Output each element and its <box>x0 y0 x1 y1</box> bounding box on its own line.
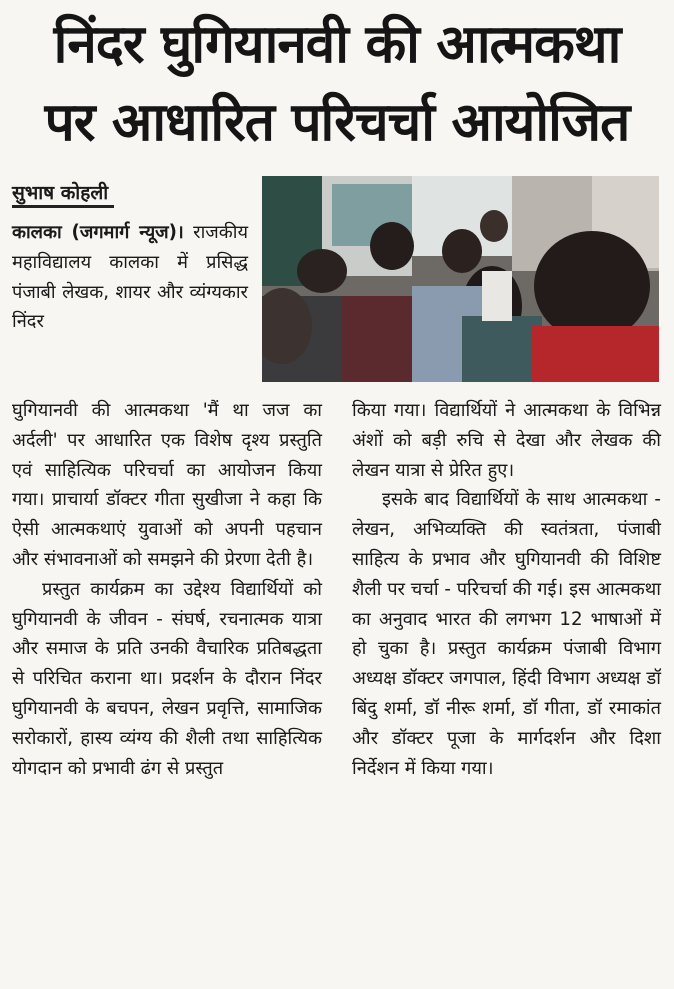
article-paragraph-2: प्रस्तुत कार्यक्रम का उद्देश्य विद्यार्थियों को घुगियानवी के जीवन - संघर्ष, रचनात्मक यात्रा और समाज के प्रति उनकी वैचारिक प्रतिबद्धता से परिचित कराना था। प्रदर्शन के दौरान निंदर घुगियानवी के बचपन, लेखन प्रवृत्ति, सामाजिक सरोकारों, हास्य व्यंग्य की शैली तथा साहित्यिक योगदान को प्रभावी ढंग से प्रस्तुत <box>12 578 322 779</box>
classroom-photo-icon <box>262 176 659 382</box>
article-paragraph-3: किया गया। विद्यार्थियों ने आत्मकथा के विभिन्न अंशों को बड़ी रुचि से देखा और लेखक की लेखन यात्रा से प्रेरित हुए। <box>352 400 661 481</box>
article-column-1-top <box>12 218 248 337</box>
article-paragraph-4: इसके बाद विद्यार्थियों के साथ आत्मकथा - लेखन, अभिव्यक्ति की स्वतंत्रता, पंजाबी साहित्य के प्रभाव और घुगियानवी की विशिष्ट शैली पर चर्चा - परिचर्चा की गई। इस आत्मकथा का अनुवाद भारत की लगभग 12 भाषाओं में हो चुका है। प्रस्तुत कार्यक्रम पंजाबी विभाग अध्यक्ष डॉक्टर जगपाल, हिंदी विभाग अध्यक्ष डॉ बिंदु शर्मा, डॉ नीरू शर्मा, डॉ गीता, डॉ रमाकांत और डॉक्टर पूजा के मार्गदर्शन और दिशा निर्देशन में किया गया। <box>352 489 661 779</box>
headline-line-1: निंदर घुगियानवी की आत्मकथा <box>53 14 621 75</box>
article-column-1 <box>12 396 322 783</box>
headline <box>0 6 674 162</box>
article-paragraph-1: घुगियानवी की आत्मकथा 'मैं था जज का अर्दली' पर आधारित एक विशेष दृश्य प्रस्तुति एवं साहित्यिक परिचर्चा का आयोजन किया गया। प्राचार्या डॉक्टर गीता सुखीजा ने कहा कि ऐसी आत्मकथाएं युवाओं को अपनी पहचान और संभावनाओं को समझने की प्रेरणा देती है। <box>12 400 322 570</box>
headline-line-2: पर आधारित परिचर्चा आयोजित <box>44 92 630 153</box>
dateline: कालका (जगमार्ग न्यूज)। <box>12 222 184 243</box>
classroom-photo <box>262 176 659 382</box>
article-text-intro: राजकीय महाविद्यालय कालका में प्रसिद्ध पंजाबी लेखक, शायर और व्यंग्यकार निंदर <box>12 222 248 333</box>
byline: सुभाष कोहली <box>12 181 114 208</box>
article-column-2 <box>352 396 661 783</box>
